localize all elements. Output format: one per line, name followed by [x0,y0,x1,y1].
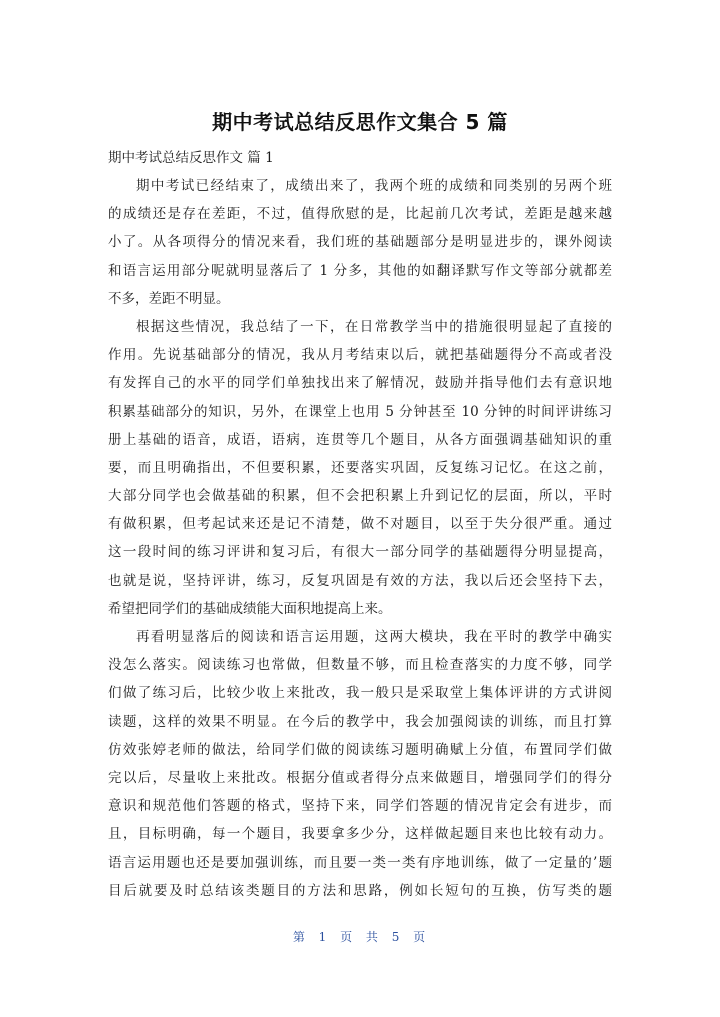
text-line: 没怎么落实。阅读练习也常做，但数量不够，而且检查落实的力度不够，同学 [108,657,612,674]
page-number-footer: 第 1 页 共 5 页 [292,930,428,944]
text-line: 有做积累，但考起试来还是记不清楚，做不对题目，以至于失分很严重。通过 [108,516,612,533]
article-body [108,172,612,905]
text-line: 册上基础的语音，成语，语病，连贯等几个题目，从各方面强调基础知识的重 [108,431,612,448]
text-line: 且，目标明确，每一个题目，我要拿多少分，这样做起题目来也比较有动力。 [108,826,612,843]
text-line: 意识和规范他们答题的格式，坚持下来，同学们答题的情况肯定会有进步，而 [108,798,612,815]
text-line: 期中考试已经结束了，成绩出来了，我两个班的成绩和同类别的另两个班 [136,178,612,194]
text-line: 小了。从各项得分的情况来看，我们班的基础题部分是明显进步的，课外阅读 [108,234,612,251]
text-line: 大部分同学也会做基础的积累，但不会把积累上升到记忆的层面，所以，平时 [108,488,612,505]
article-heading: 期中考试总结反思作文 篇 1 [108,150,274,166]
document-title: 期中考试总结反思作文集合 5 篇 [212,110,508,134]
text-line: 有发挥自己的水平的同学们单独找出来了解情况，鼓励并指导他们去有意识地 [108,375,612,392]
text-line: 的成绩还是存在差距，不过，值得欣慰的是，比起前几次考试，差距是越来越 [108,206,612,223]
text-line: 作用。先说基础部分的情况，我从月考结束以后，就把基础题得分不高或者没 [108,347,612,364]
text-line: 和语言运用部分呢就明显落后了 1 分多，其他的如翻译默写作文等部分就都差 [108,262,612,279]
text-line: 完以后，尽量收上来批改。根据分值或者得分点来做题目，增强同学们的得分 [108,769,612,786]
paragraph-3 [108,623,612,905]
text-line: 不多，差距不明显。 [108,290,230,307]
text-line: 读题，这样的效果不明显。在今后的教学中，我会加强阅读的训练，而且打算 [108,713,612,730]
text-line: 们做了练习后，比较少收上来批改，我一般只是采取堂上集体评讲的方式讲阅 [108,685,612,702]
text-line: 语言运用题也还是要加强训练，而且要一类一类有序地训练，做了一定量的’题 [108,854,612,871]
paragraph-1 [108,172,612,313]
text-line: 也就是说，坚持评讲，练习，反复巩固是有效的方法，我以后还会坚持下去， [108,572,612,589]
text-line: 要，而且明确指出，不但要积累，还要落实巩固，反复练习记忆。在这之前， [108,459,612,476]
text-line: 仿效张婷老师的做法，给同学们做的阅读练习题明确赋上分值，布置同学们做 [108,741,612,758]
text-line: 目后就要及时总结该类题目的方法和思路，例如长短句的互换，仿写类的题 [108,882,612,899]
text-line: 再看明显落后的阅读和语言运用题，这两大模块，我在平时的教学中确实 [136,629,612,645]
text-line: 希望把同学们的基础成绩能大面积地提高上来。 [108,600,392,617]
text-line: 积累基础部分的知识，另外，在课堂上也用 5 分钟甚至 10 分钟的时间评讲练习 [108,403,612,420]
paragraph-2 [108,313,612,623]
text-line: 这一段时间的练习评讲和复习后，有很大一部分同学的基础题得分明显提高， [108,544,612,561]
text-line: 根据这些情况，我总结了一下，在日常教学当中的措施很明显起了直接的 [136,318,612,335]
